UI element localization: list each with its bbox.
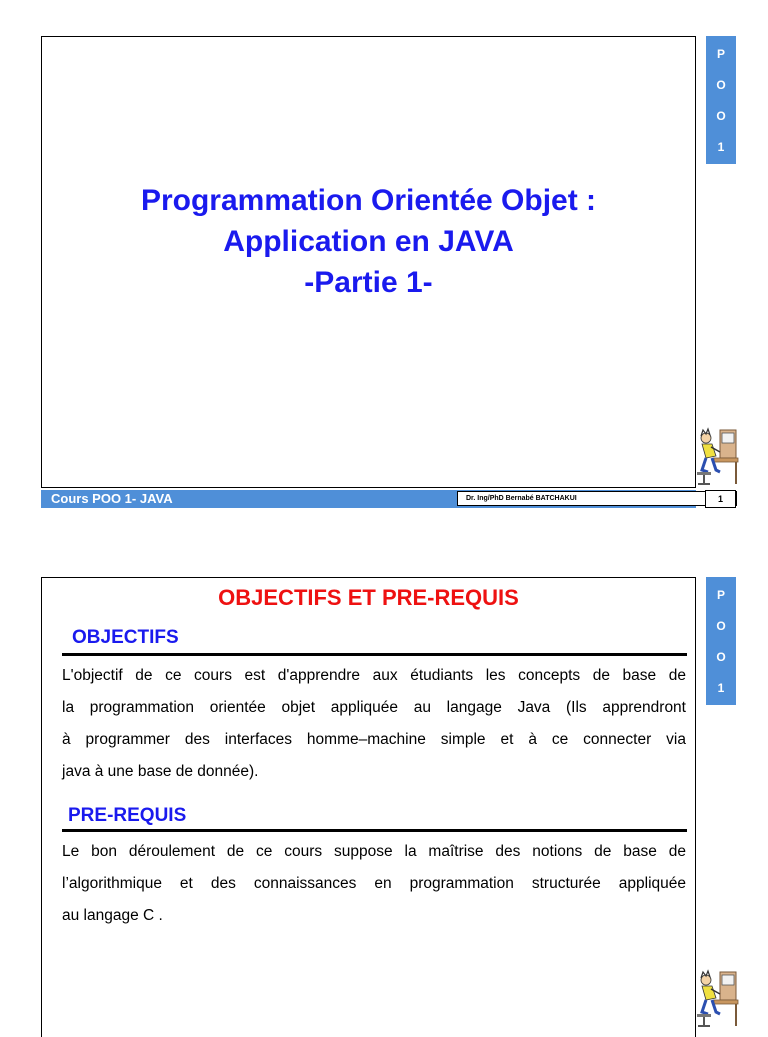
side-tab-letter: O: [716, 77, 726, 92]
slide-heading: OBJECTIFS ET PRE-REQUIS: [218, 585, 519, 610]
side-tab-letter: P: [716, 46, 725, 61]
paragraph-line: java à une base de donnée).: [62, 763, 259, 780]
title-line: Application en JAVA: [223, 225, 514, 258]
side-tab-letter: O: [716, 649, 726, 664]
person-at-computer-clipart-icon: [694, 968, 740, 1028]
footer-course-title: Cours POO 1- JAVA: [51, 491, 173, 506]
paragraph-line: à programmer des interfaces homme–machine simple et à ce connecter via: [62, 731, 686, 748]
person-at-computer-clipart-icon: [694, 426, 740, 486]
slide-2: [0, 575, 768, 1024]
prerequis-paragraph: [62, 836, 686, 932]
section-title-objectifs: OBJECTIFS: [72, 627, 179, 648]
title-line: Programmation Orientée Objet :: [140, 184, 597, 217]
footer-author: Dr. Ing/PhD Bernabé BATCHAKUI: [457, 491, 737, 506]
paragraph-line: Le bon déroulement de ce cours suppose la maîtrise des notions de base de: [62, 843, 686, 860]
title-line: -Partie 1-: [304, 266, 433, 299]
side-tab-letter: O: [716, 618, 726, 633]
side-tab: [706, 36, 736, 164]
side-tab-letter: 1: [717, 139, 725, 154]
section-divider: [62, 829, 687, 832]
paragraph-line: la programmation orientée objet appliquée au langage Java (Ils apprendront: [62, 699, 686, 716]
side-tab-letter: O: [716, 108, 726, 123]
paragraph-line: L'objectif de ce cours est d'apprendre aux étudiants les concepts de base de: [62, 667, 686, 684]
paragraph-line: au langage C .: [62, 907, 163, 924]
side-tab-letter: P: [716, 587, 725, 602]
paragraph-line: l’algorithmique et des connaissances en programmation structurée appliquée: [62, 875, 686, 892]
objectifs-paragraph: [62, 660, 686, 788]
slide-title: [41, 180, 696, 303]
side-tab: [706, 577, 736, 705]
footer-bar: [41, 490, 696, 508]
side-tab-letter: 1: [717, 680, 725, 695]
section-title-prerequis: PRE-REQUIS: [68, 805, 187, 826]
footer-page-number: 1: [705, 490, 736, 508]
section-divider: [62, 653, 687, 656]
